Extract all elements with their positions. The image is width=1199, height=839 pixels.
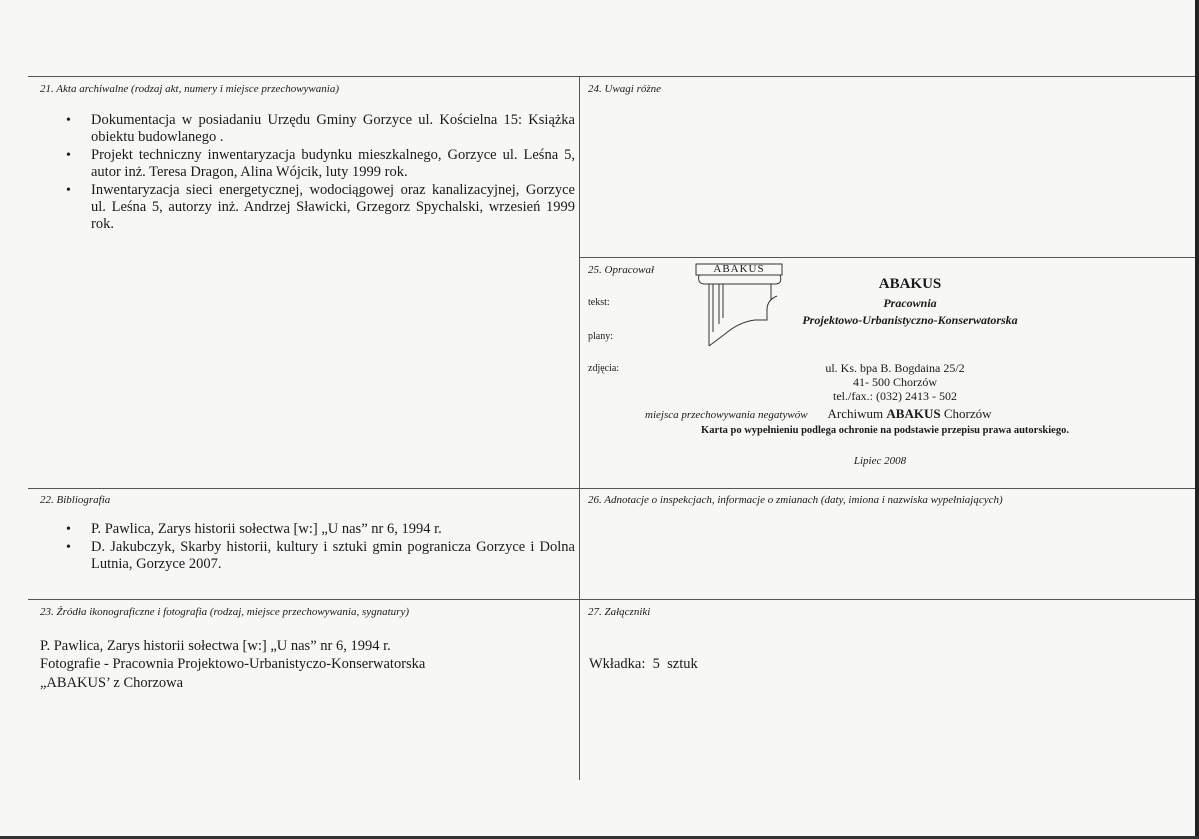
section-24-title: 24. Uwagi różne (588, 83, 662, 95)
negatives-location (645, 405, 992, 423)
column-divider (579, 76, 580, 780)
negatives-value-prefix: Archiwum (827, 406, 887, 421)
section-25-title: 25. Opracował (588, 264, 654, 276)
prepared-date: Lipiec 2008 (853, 455, 907, 467)
org-name: ABAKUS (878, 276, 942, 292)
list-item: • Projekt techniczny inwentaryzacja budynku mieszkalnego, Gorzyce ul. Leśna 5, autor inż. Teresa Dragon, Alina Wójcik, luty 1999 rok. (63, 147, 575, 181)
negatives-value-bold: ABAKUS (886, 406, 941, 421)
section-21-title: 21. Akta archiwalne (rodzaj akt, numery i miejsce przechowywania) (40, 83, 339, 95)
s24-s25-divider (580, 257, 1195, 258)
section-22-title: 22. Bibliografia (40, 494, 111, 506)
label-zdjecia: zdjęcia: (588, 363, 620, 374)
address-line-2: 41- 500 Chorzów (853, 375, 937, 389)
org-sub2: Projektowo-Urbanistyczno-Konserwatorska (802, 313, 1018, 327)
top-border (28, 76, 1195, 77)
org-sub1: Pracownia (883, 296, 937, 310)
address-line-3: tel./fax.: (032) 2413 - 502 (833, 389, 957, 403)
section-23-title: 23. Źródła ikonograficzne i fotografia (rodzaj, miejsce przechowywania, sygnatury) (40, 606, 409, 618)
list-item: • P. Pawlica, Zarys historii sołectwa [w:] „U nas” nr 6, 1994 r. (63, 521, 575, 538)
section-23-line-3: „ABAKUS’ z Chorzowa (40, 675, 184, 691)
copyright-note: Karta po wypełnieniu podlega ochronie na podstawie przepisu prawa autorskiego. (701, 425, 1069, 436)
abakus-logo (695, 262, 787, 348)
list-item: • Dokumentacja w posiadaniu Urzędu Gminy Gorzyce ul. Kościelna 15: Książka obiektu budowlanego . (63, 112, 575, 146)
negatives-value-suffix: Chorzów (940, 406, 992, 421)
scan-edge-right (1195, 0, 1199, 839)
label-plany: plany: (588, 331, 613, 342)
row-divider-1 (28, 488, 1195, 489)
label-tekst: tekst: (588, 297, 610, 308)
attachments-content: Wkładka: 5 sztuk (589, 656, 698, 672)
section-23-line-2: Fotografie - Pracownia Projektowo-Urbanistyczo-Konserwatorska (40, 656, 426, 672)
section-22-list (63, 521, 575, 574)
address-line-1: ul. Ks. bpa B. Bogdaina 25/2 (825, 361, 965, 375)
section-27-title: 27. Załączniki (588, 606, 651, 618)
negatives-label: miejsca przechowywania negatywów (645, 409, 808, 421)
section-26-title: 26. Adnotacje o inspekcjach, informacje o zmianach (daty, imiona i nazwiska wypełniających) (588, 494, 1003, 506)
row-divider-2 (28, 599, 1195, 600)
section-21-list (63, 112, 575, 234)
section-23-line-1: P. Pawlica, Zarys historii sołectwa [w:] „U nas” nr 6, 1994 r. (40, 638, 391, 654)
logo-lettering: ABAKUS (713, 263, 765, 275)
list-item: • D. Jakubczyk, Skarby historii, kultury i sztuki gmin pogranicza Gorzyce i Dolna Lutnia, Gorzyce 2007. (63, 539, 575, 573)
list-item: • Inwentaryzacja sieci energetycznej, wodociągowej oraz kanalizacyjnej, Gorzyce ul. Leśna 5, autorzy inż. Andrzej Sławicki, Grzegorz Spychalski, wrzesień 1999 rok. (63, 182, 575, 233)
